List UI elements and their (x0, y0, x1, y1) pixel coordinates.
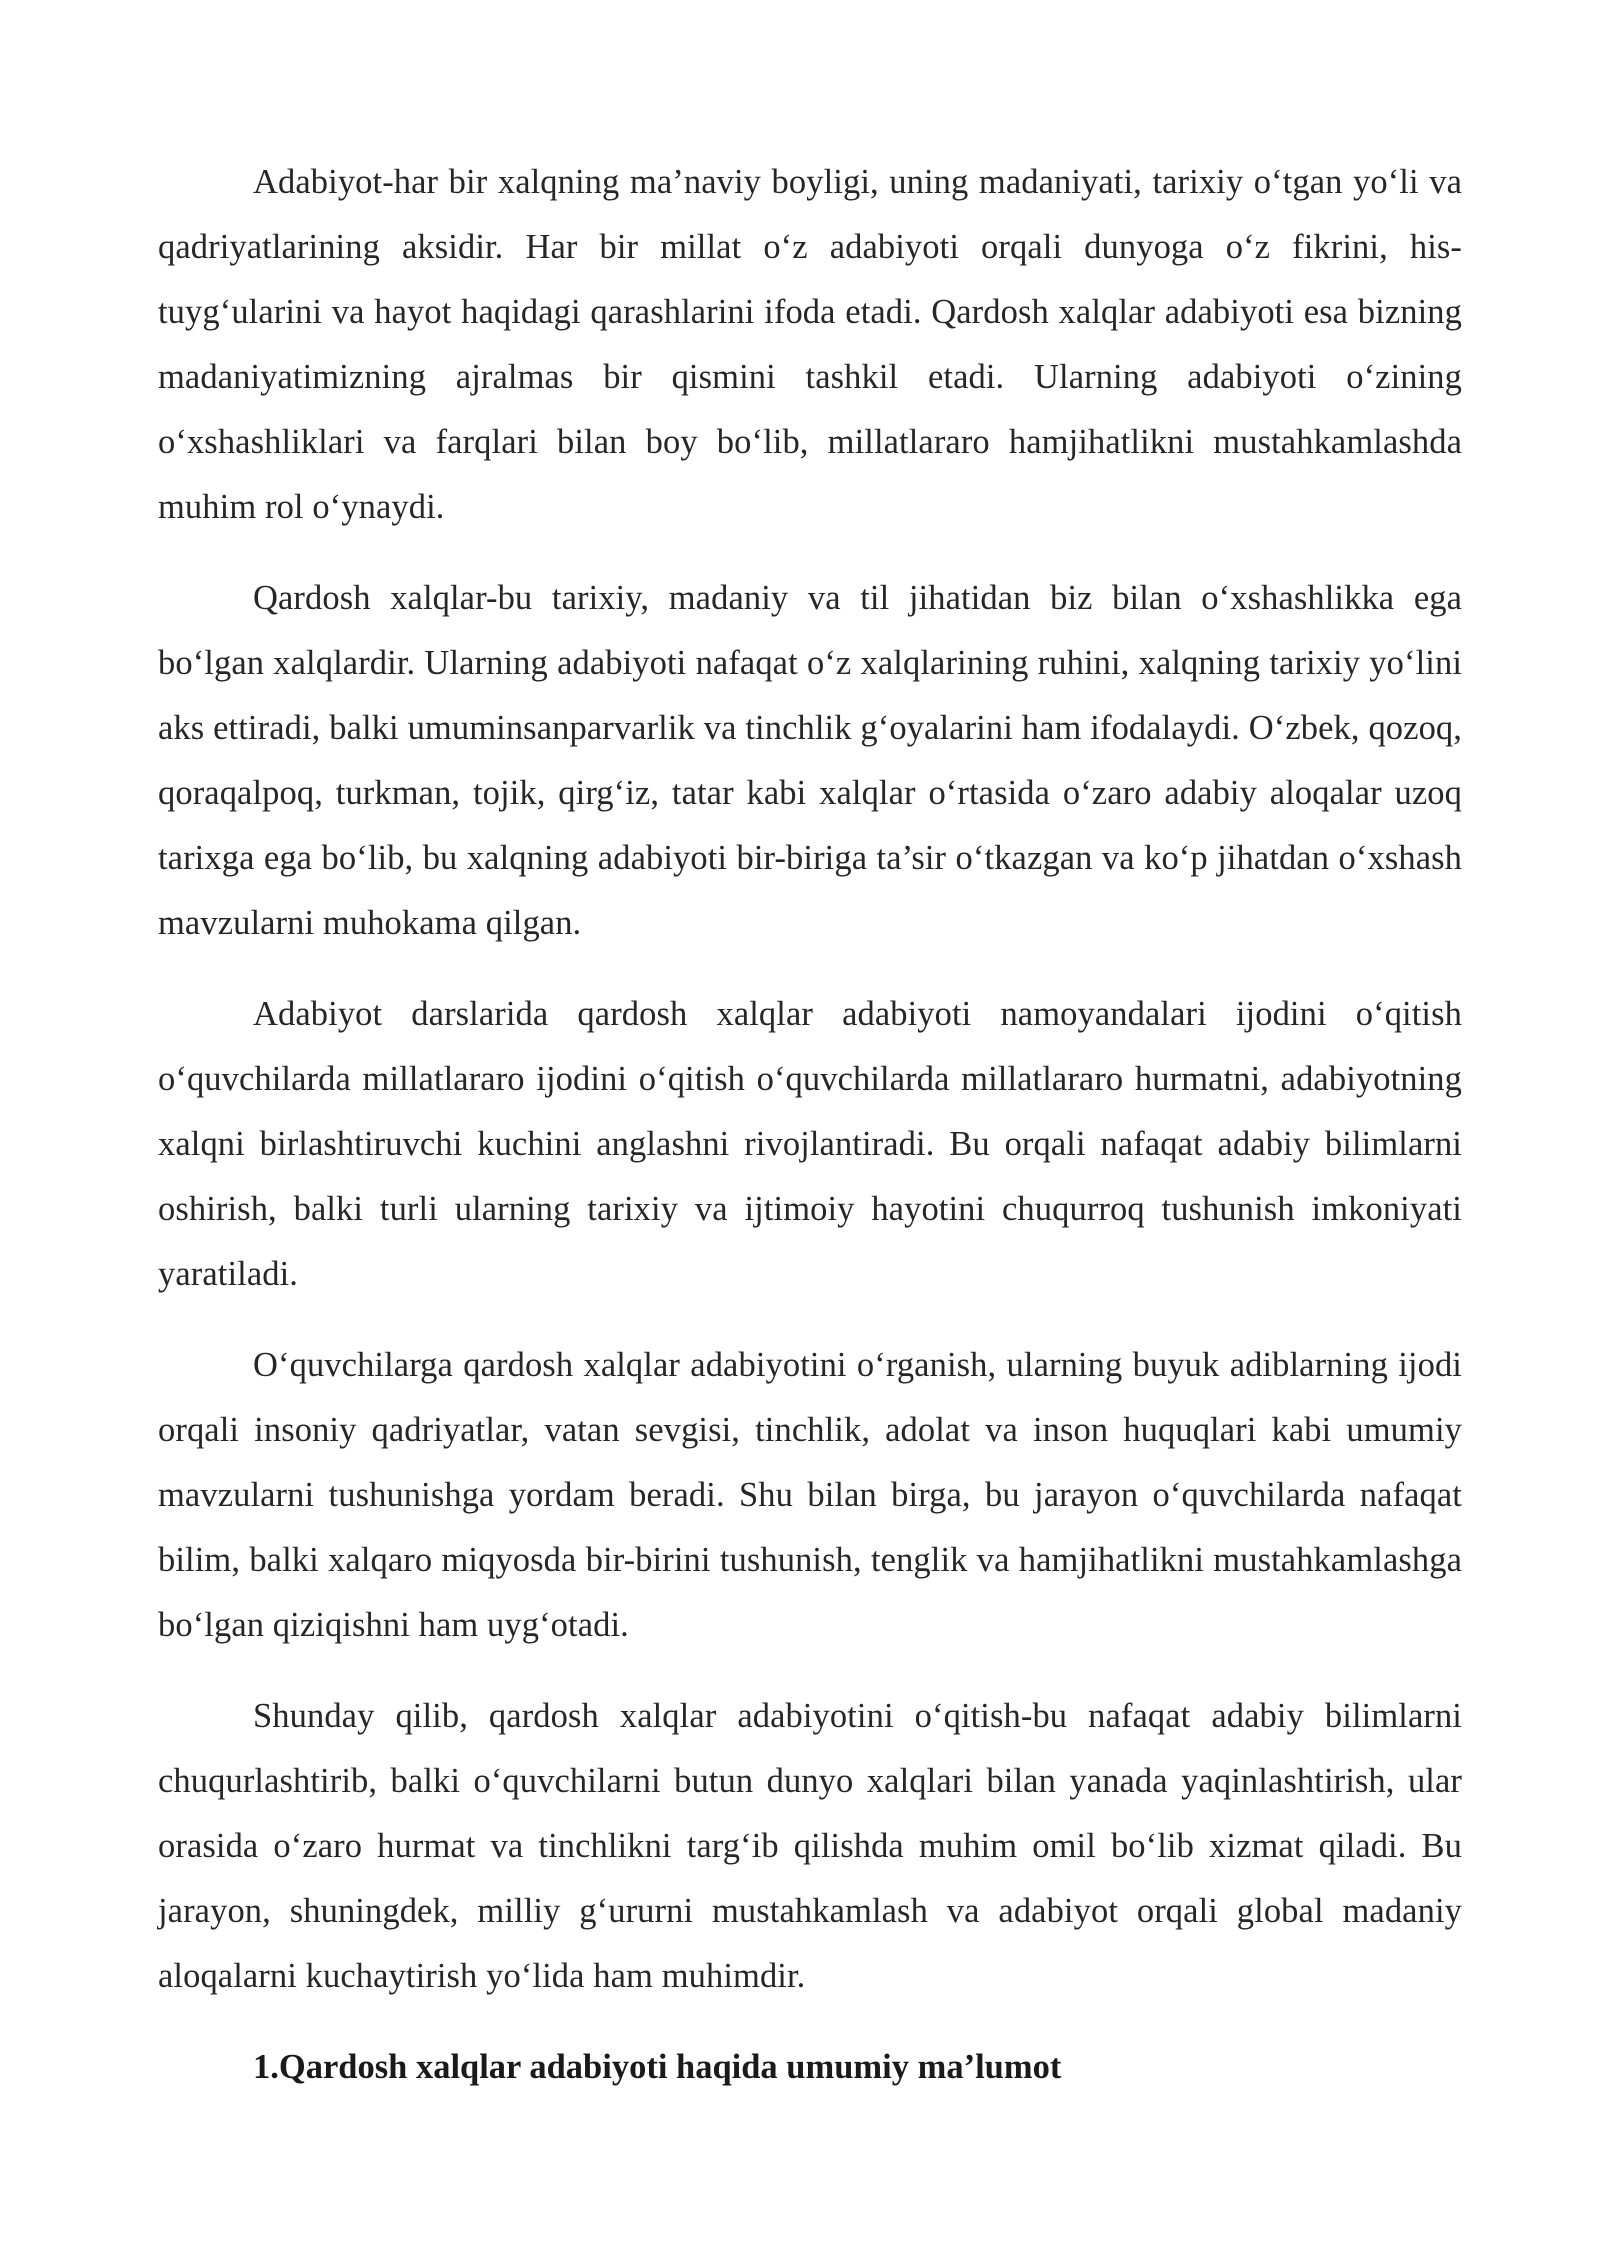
paragraph-students: O‘quvchilarga qardosh xalqlar adabiyotini o‘rganish, ularning buyuk adiblarning ijodi orqali insoniy qadriyatlar, vatan sevgisi, tinchlik, adolat va inson huquqlari kabi umumiy mavzularni tushunishga yordam beradi. Shu bilan birga, bu jarayon o‘quvchilarda nafaqat bilim, balki xalqaro miqyosda bir-birini tushunish, tenglik va hamjihatlikni mustahkamlashga bo‘lgan qiziqishni ham uyg‘otadi. (158, 1346, 1462, 1644)
section-heading: 1.Qardosh xalqlar adabiyoti haqida umumiy ma’lumot (253, 2048, 1062, 2086)
paragraph-literature-lessons: Adabiyot darslarida qardosh xalqlar adabiyoti namoyandalari ijodini o‘qitish o‘quvchilarda millatlararo ijodini o‘qitish o‘quvchilarda millatlararo hurmatni, adabiyotning xalqni birlashtiruvchi kuchini anglashni rivojlantiradi. Bu orqali nafaqat adabiy bilimlarni oshirish, balki turli ularning tarixiy va ijtimoiy hayotini chuqurroq tushunish imkoniyati yaratiladi. (158, 995, 1462, 1293)
paragraph-conclusion: Shunday qilib, qardosh xalqlar adabiyotini o‘qitish-bu nafaqat adabiy bilimlarni chuqurlashtirib, balki o‘quvchilarni butun dunyo xalqlari bilan yanada yaqinlashtirish, ular orasida o‘zaro hurmat va tinchlikni targ‘ib qilishda muhim omil bo‘lib xizmat qiladi. Bu jarayon, shuningdek, milliy g‘ururni mustahkamlash va adabiyot orqali global madaniy aloqalarni kuchaytirish yo‘lida ham muhimdir. (158, 1697, 1462, 1995)
paragraph-intro: Adabiyot-har bir xalqning ma’naviy boyligi, uning madaniyati, tarixiy o‘tgan yo‘li va qadriyatlarining aksidir. Har bir millat o‘z adabiyoti orqali dunyoga o‘z fikrini, his-tuyg‘ularini va hayot haqidagi qarashlarini ifoda etadi. Qardosh xalqlar adabiyoti esa bizning madaniyatimizning ajralmas bir qismini tashkil etadi. Ularning adabiyoti o‘zining o‘xshashliklari va farqlari bilan boy bo‘lib, millatlararo hamjihatlikni mustahkamlashda muhim rol o‘ynaydi. (158, 163, 1462, 526)
paragraph-kindred-peoples: Qardosh xalqlar-bu tarixiy, madaniy va til jihatidan biz bilan o‘xshashlikka ega bo‘lgan xalqlardir. Ularning adabiyoti nafaqat o‘z xalqlarining ruhini, xalqning tarixiy yo‘lini aks ettiradi, balki umuminsanparvarlik va tinchlik g‘oyalarini ham ifodalaydi. O‘zbek, qozoq, qoraqalpoq, turkman, tojik, qirg‘iz, tatar kabi xalqlar o‘rtasida o‘zaro adabiy aloqalar uzoq tarixga ega bo‘lib, bu xalqning adabiyoti bir-biriga ta’sir o‘tkazgan va ko‘p jihatdan o‘xshash mavzularni muhokama qilgan. (158, 579, 1462, 942)
